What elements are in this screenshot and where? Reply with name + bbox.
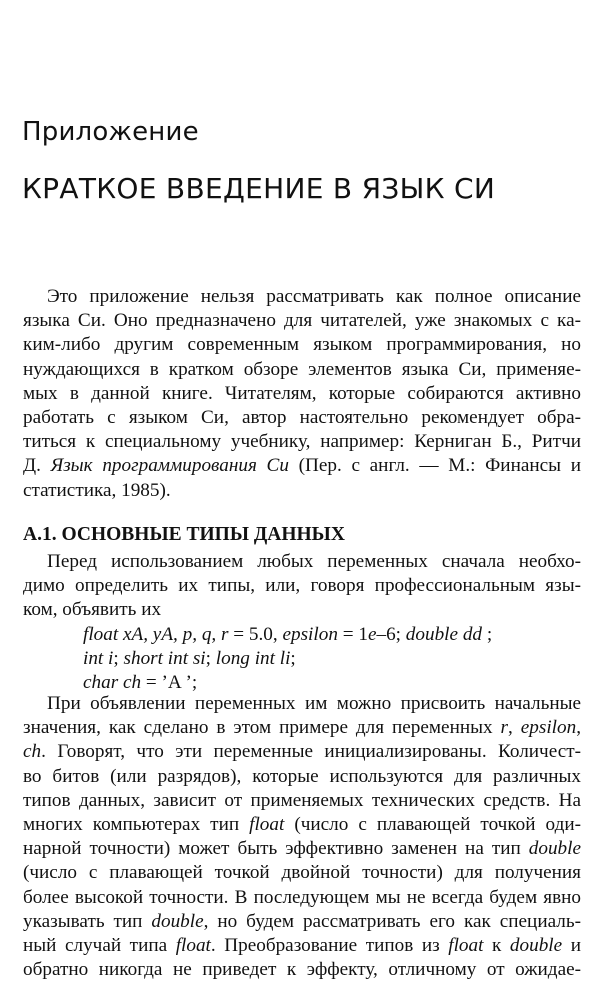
text-line (23, 716, 581, 740)
text-line: обратно никогда не приведет к эффекту, отличному от ожидае- (23, 959, 581, 981)
code-fragment: = ’A ’; (141, 672, 198, 694)
code-fragment: double dd (405, 624, 483, 645)
code-example (83, 623, 492, 696)
text-line: Это приложение нельзя рассматривать как полное описание (47, 286, 581, 307)
code-fragment: ; (482, 624, 493, 645)
code-fragment: ; (113, 648, 124, 670)
code-fragment: epsilon (282, 624, 338, 645)
text-fragment: нарной точности) может быть эффективно заменен на тип (23, 838, 529, 860)
text-fragment: , но будем рассматривать его как специаль- (203, 910, 581, 932)
code-fragment: ; (290, 648, 296, 670)
text-line: ким-либо другим современным языком программирования, но (23, 334, 581, 356)
text-fragment: . Говорят, что эти переменные инициализированы. Количест- (41, 741, 581, 763)
text-fragment: к (483, 935, 510, 957)
code-fragment: long int li (215, 648, 291, 670)
code-fragment: int i (83, 648, 114, 670)
text-line: языка Си. Оно предназначено для читателей, уже знакомых с ка- (23, 310, 581, 332)
variable-name: ch (23, 741, 42, 763)
text-line: титься к специальному учебнику, например: Керниган Б., Ритчи (23, 431, 581, 453)
text-line: При объявлении переменных им можно присвоить начальные (47, 693, 581, 714)
code-line (83, 647, 492, 671)
section-heading: А.1. ОСНОВНЫЕ ТИПЫ ДАННЫХ (23, 524, 345, 545)
text-fragment: (Пер. с англ. — М.: Финансы и (288, 455, 581, 477)
code-fragment: = 1 (337, 624, 368, 645)
text-line: (число с плавающей точкой двойной точности) для получения (23, 862, 581, 884)
intro-paragraph (23, 285, 581, 503)
text-fragment: многих компьютерах тип (23, 814, 250, 836)
text-fragment: , (576, 717, 581, 739)
code-fragment: char ch (83, 672, 142, 694)
text-line (23, 837, 581, 861)
type-name: double (509, 935, 563, 957)
text-line: во битов (или разрядов), которые используются для различных (23, 765, 581, 787)
text-line: димо определить их типы, или, говоря профессиональным язы- (23, 575, 581, 597)
text-line: более высокой точности. В последующем мы не всегда будем явно (23, 886, 581, 908)
text-line: работать с языком Си, автор настоятельно рекомендует обра- (23, 407, 581, 429)
section-paragraph-1 (23, 550, 581, 623)
text-fragment: указывать тип (23, 910, 152, 932)
text-line (23, 454, 581, 478)
code-fragment: short int si (123, 648, 206, 670)
text-fragment: ный случай типа (23, 935, 176, 957)
text-line: статистика, 1985). (23, 479, 171, 501)
text-line (23, 740, 581, 764)
code-fragment: ; (205, 648, 216, 670)
text-fragment: Д. (23, 455, 51, 477)
chapter-title: КРАТКОЕ ВВЕДЕНИЕ В ЯЗЫК СИ (22, 172, 496, 205)
code-fragment: –6; (376, 624, 406, 645)
variable-name: epsilon (520, 717, 577, 739)
code-fragment: e (367, 624, 377, 645)
text-line (23, 910, 581, 934)
text-fragment: и (562, 935, 581, 957)
text-line: мых в данной книге. Читателям, которые собираются активно (23, 382, 581, 404)
text-line (23, 934, 581, 958)
code-line (83, 623, 492, 647)
type-name: float (448, 935, 484, 957)
text-fragment: . Преобразование типов из (210, 935, 449, 957)
type-name: float (175, 935, 211, 957)
text-line: нуждающихся в кратком обзоре элементов языка Си, применяе- (23, 358, 581, 380)
text-line (23, 813, 581, 837)
text-fragment: , (508, 717, 521, 739)
text-line: Перед использованием любых переменных сначала необхо- (47, 551, 581, 572)
text-fragment: значения, как сделано в этом примере для переменных (23, 717, 501, 739)
section-paragraph-2 (23, 692, 581, 982)
variable-name: r (500, 717, 509, 739)
text-fragment: (число с плавающей точкой оди- (284, 814, 581, 836)
type-name: float (249, 814, 285, 836)
type-name: double (528, 838, 581, 860)
type-name: double (151, 910, 204, 932)
text-line: ком, объявить их (23, 599, 162, 621)
code-fragment: = 5.0, (228, 624, 283, 645)
code-fragment: float xA, yA, p, q, r (83, 624, 229, 645)
appendix-label: Приложение (22, 117, 199, 147)
text-line: типов данных, зависит от применяемых технических средств. На (23, 789, 581, 811)
book-title: Язык программирования Си (50, 455, 289, 477)
